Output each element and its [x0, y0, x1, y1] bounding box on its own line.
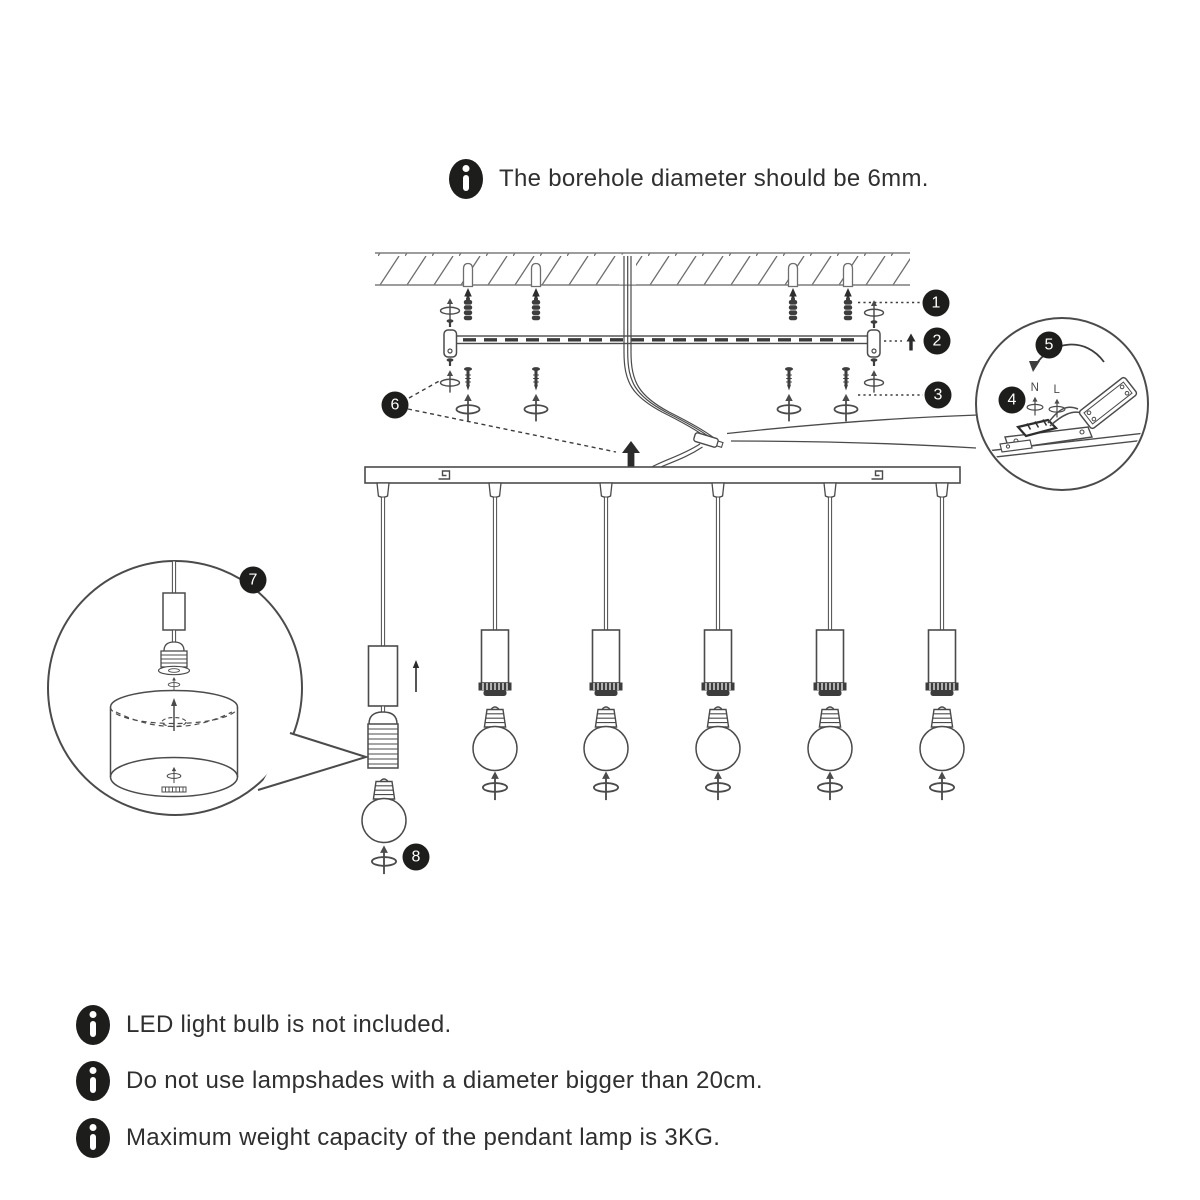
callout-5-badge: 5: [1036, 332, 1063, 359]
pendant-6: [920, 497, 964, 800]
pendant-4: [696, 497, 740, 800]
callout-6-badge: 6: [382, 392, 409, 419]
fixing-screws: [456, 367, 857, 421]
ceiling-hatch: [375, 253, 910, 285]
info-icon: [449, 159, 483, 199]
callout-2-badge: 2: [924, 328, 951, 355]
note-led: [76, 1005, 452, 1045]
pendant-1: [362, 497, 419, 874]
live-terminal-label: L: [1053, 384, 1061, 396]
detail-cord-adjuster: [163, 593, 185, 630]
info-icon: [76, 1061, 110, 1101]
callout-1-badge: 1: [923, 290, 950, 317]
pull-up-arrow: [413, 660, 419, 692]
up-arrow-small: [907, 334, 916, 351]
callout-3-badge: 3: [925, 382, 952, 409]
callout-4-badge: 4: [999, 387, 1026, 414]
wall-plugs: [464, 298, 852, 321]
cord-grips: [377, 483, 948, 497]
rail-bracket-right: [868, 330, 881, 357]
note-weight-text: Maximum weight capacity of the pendant lamp is 3KG.: [126, 1124, 721, 1151]
info-icon: [76, 1005, 110, 1045]
pendant-3: [584, 497, 628, 800]
note-borehole: [449, 159, 929, 199]
note-lampshade: [76, 1061, 763, 1101]
note-borehole-text: The borehole diameter should be 6mm.: [499, 165, 929, 192]
cord-adjuster: [369, 646, 398, 706]
canopy: [365, 467, 960, 497]
cable-connector: [693, 432, 723, 449]
ceiling: [375, 253, 910, 320]
note-lampshade-text: Do not use lampshades with a diameter bigger than 20cm.: [126, 1067, 763, 1094]
pendant-5: [808, 497, 852, 800]
light-bulb: [362, 779, 406, 843]
shade-detail-bubble: [48, 561, 366, 815]
feed-up-arrow: [622, 441, 640, 470]
rail-bracket-left: [444, 330, 457, 357]
neutral-terminal-label: N: [1030, 382, 1040, 394]
info-icon: [76, 1118, 110, 1158]
callout-7-badge: 7: [240, 567, 267, 594]
mounting-rail: [441, 298, 884, 421]
note-led-text: LED light bulb is not included.: [126, 1011, 452, 1038]
pendant-2: [473, 497, 517, 800]
callout-8-badge: 8: [403, 844, 430, 871]
note-weight: [76, 1118, 720, 1158]
bracket-screws: [441, 298, 884, 393]
lamp-socket: [368, 712, 398, 768]
mains-cable: [619, 255, 724, 470]
